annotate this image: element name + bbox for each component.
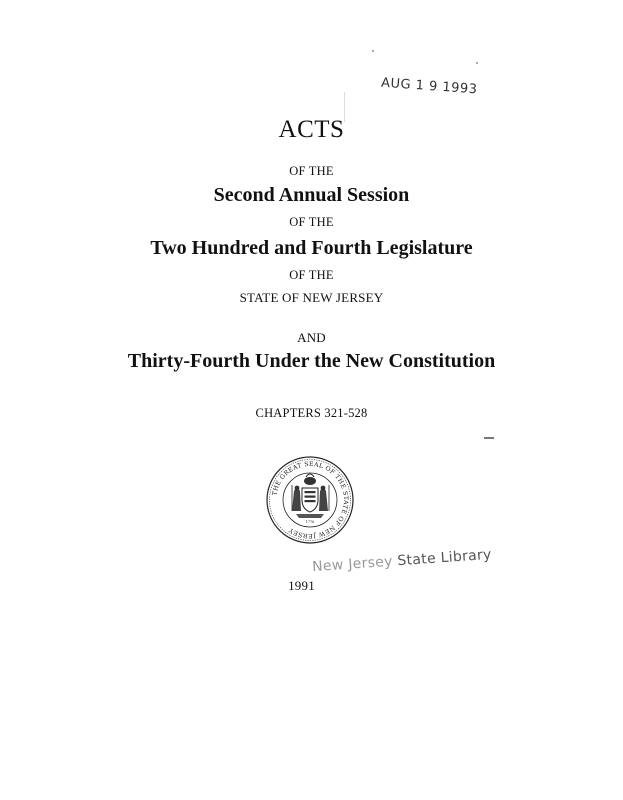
of-the-line-2: OF THE <box>289 215 334 229</box>
library-stamp <box>312 547 493 576</box>
of-the-line-3: OF THE <box>289 268 334 282</box>
scan-speck <box>344 92 345 122</box>
session-heading: Second Annual Session <box>213 184 410 206</box>
of-the-line-1: OF THE <box>289 164 334 178</box>
scan-speck <box>476 62 478 64</box>
received-date-stamp: AUG 1 9 1993 <box>380 75 478 98</box>
legislature-heading: Two Hundred and Fourth Legislature <box>150 237 473 259</box>
library-stamp-text: State Library <box>396 546 493 570</box>
chapters-line: CHAPTERS 321-528 <box>255 406 368 420</box>
svg-text:1776: 1776 <box>305 520 315 524</box>
state-seal-icon <box>265 455 355 545</box>
library-stamp-faded: New Jersey <box>311 553 394 576</box>
and-line: AND <box>297 330 326 345</box>
scan-mark <box>484 437 494 439</box>
title-acts: ACTS <box>278 116 345 143</box>
seal-ring-text: THE GREAT SEAL OF THE STATE OF NEW JERSEY <box>271 460 350 540</box>
constitution-heading: Thirty-Fourth Under the New Constitution <box>127 350 496 372</box>
scan-speck <box>372 50 374 52</box>
state-line: STATE OF NEW JERSEY <box>239 290 384 305</box>
publication-year: 1991 <box>288 578 315 593</box>
